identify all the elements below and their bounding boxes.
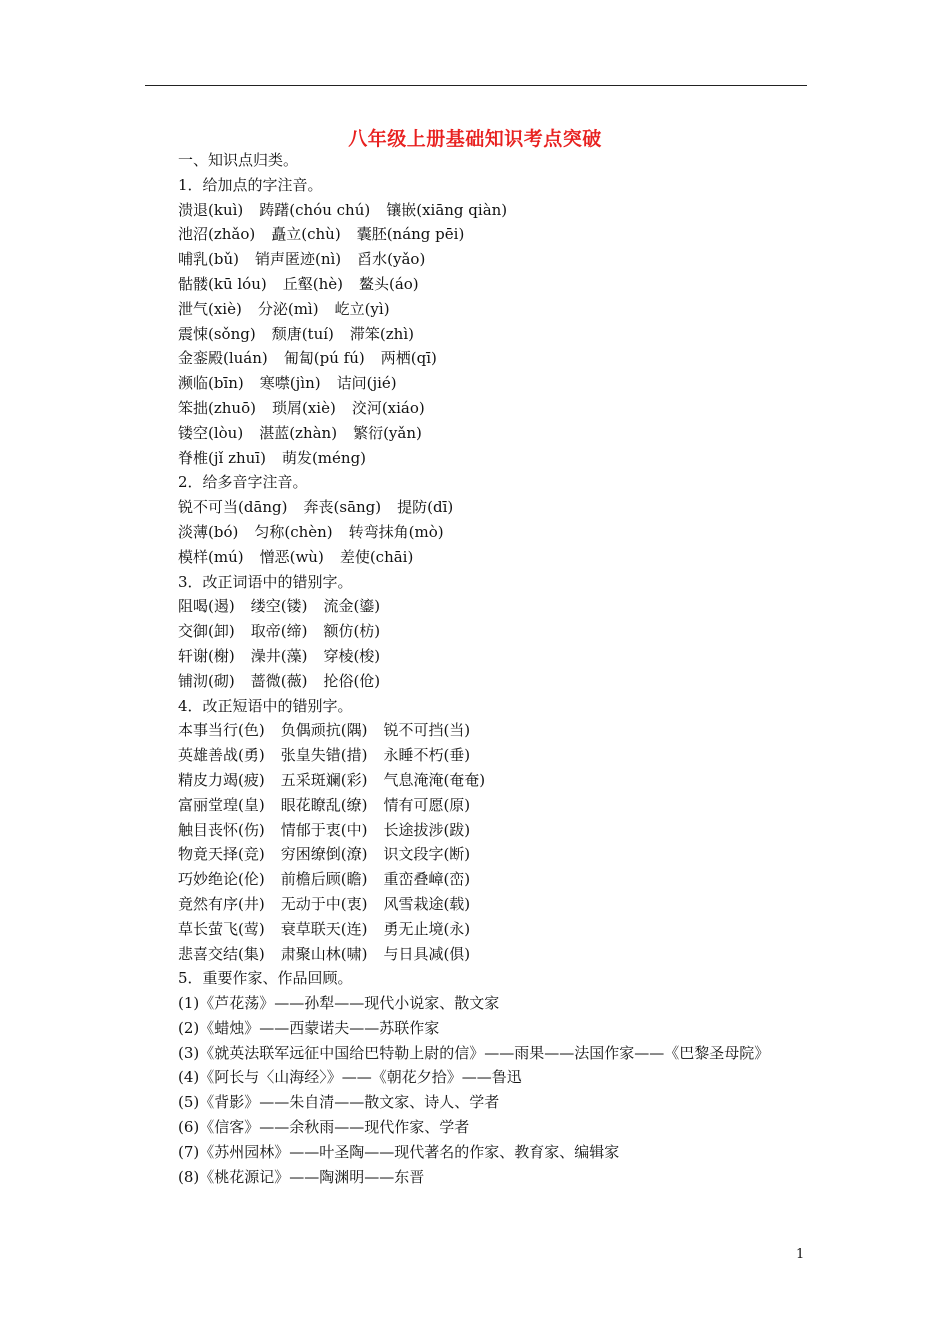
text-item: 锐不可当(dāng) [178,498,288,517]
text-item: 两栖(qī) [380,349,437,368]
text-item: 负偶顽抗(隅) [280,721,368,740]
text-item: 与日具减(俱) [383,944,471,963]
text-item: 舀水(yǎo) [357,250,426,269]
text-line [145,694,807,719]
text-line [145,1140,807,1165]
text-item: 脊椎(jǐ zhuī) [178,448,266,467]
text-item: 匍匐(pú fú) [283,349,365,368]
text-item: 洨河(xiáo) [351,398,425,417]
text-line [145,297,807,322]
text-item: 琐屑(xiè) [271,398,336,417]
text-item: 气息淹淹(奄奄) [383,770,486,789]
text-item: 取帝(缔) [250,622,308,641]
text-line [145,322,807,347]
text-item: (1)《芦花荡》——孙犁——现代小说家、散文家 [178,994,500,1013]
text-item: (5)《背影》——朱自清——散文家、诗人、学者 [178,1093,500,1112]
text-line [145,1041,807,1066]
text-item: 富丽堂瑝(皇) [178,795,265,814]
text-item: 穿棱(梭) [323,646,381,665]
text-item: 镂空(lòu) [178,423,244,442]
text-item: 矗立(chù) [271,225,341,244]
text-item: 颓唐(tuí) [271,324,334,343]
text-item: 骷髅(kū lóu) [178,274,267,293]
text-item: 缕空(镂) [250,597,308,616]
text-item: 泄气(xiè) [178,299,242,318]
text-line [145,917,807,942]
text-line [145,768,807,793]
text-item: 笨拙(zhuō) [178,398,256,417]
text-line [145,222,807,247]
text-item: 情有可愿(原) [383,795,471,814]
text-item: 3．改正词语中的错别字。 [178,572,353,591]
text-item: 张皇失错(措) [280,746,368,765]
text-line [145,346,807,371]
text-item: 长途拔涉(跋) [383,820,471,839]
text-item: 镶嵌(xiāng qiàn) [386,200,508,219]
text-item: 重峦叠嶂(峦) [383,870,471,889]
text-line [145,371,807,396]
text-line [145,396,807,421]
text-line [145,1016,807,1041]
text-line [145,842,807,867]
text-line [145,818,807,843]
text-line [145,892,807,917]
header-rule [145,85,807,86]
text-line [145,1090,807,1115]
text-item: 触目丧怀(伤) [178,820,265,839]
text-line [145,446,807,471]
text-item: 无动于中(衷) [280,894,368,913]
text-item: 情郁于衷(中) [280,820,368,839]
text-line [145,272,807,297]
text-item: 穷困缭倒(潦) [280,845,368,864]
text-line [145,570,807,595]
text-item: 肃聚山林(啸) [280,944,368,963]
text-line [145,793,807,818]
text-item: (7)《苏州园林》——叶圣陶——现代著名的作家、教育家、编辑家 [178,1142,620,1161]
text-item: 2．给多音字注音。 [178,473,308,492]
text-line [145,520,807,545]
text-item: 踌躇(chóu chú) [259,200,371,219]
text-item: 丘壑(hè) [282,274,343,293]
text-line [145,718,807,743]
text-line [145,1115,807,1140]
text-item: 悲喜交结(集) [178,944,265,963]
text-line [145,1065,807,1090]
text-item: 一、知识点归类。 [178,151,299,169]
text-line [145,148,807,173]
text-item: (8)《桃花源记》——陶渊明——东晋 [178,1167,425,1186]
document-body [145,148,807,1189]
text-item: 巧妙绝论(伦) [178,870,265,889]
text-item: 繁衍(yǎn) [353,423,422,442]
text-item: 英雄善战(勇) [178,746,265,765]
text-item: 永睡不朽(垂) [383,746,471,765]
text-item: 震悚(sǒng) [178,324,256,343]
text-item: 4．改正短语中的错别字。 [178,696,353,715]
text-item: 匀称(chèn) [254,522,333,541]
text-item: 提防(dī) [397,498,454,517]
text-item: 憎恶(wù) [259,547,324,566]
text-item: 五采斑斓(彩) [280,770,368,789]
text-item: 鳌头(áo) [358,274,419,293]
text-line [145,545,807,570]
text-item: 风雪栽途(载) [383,894,471,913]
text-line [145,1165,807,1190]
text-line [145,495,807,520]
text-item: 抡俗(伧) [323,671,381,690]
text-item: (2)《蜡烛》——西蒙诺夫——苏联作家 [178,1018,440,1037]
text-item: 溃退(kuì) [178,200,244,219]
text-item: 识文段字(断) [383,845,471,864]
text-line [145,644,807,669]
text-line [145,619,807,644]
text-item: 流金(鎏) [323,597,381,616]
text-item: 本事当行(色) [178,721,265,740]
text-item: (3)《就英法联军远征中国给巴特勒上尉的信》——雨果——法国作家——《巴黎圣母院》 [178,1043,770,1062]
text-item: 湛蓝(zhàn) [259,423,338,442]
text-line [145,198,807,223]
text-line [145,942,807,967]
text-line [145,594,807,619]
text-item: 澡井(藻) [250,646,308,665]
text-item: 寒噤(jìn) [259,374,321,393]
text-line [145,173,807,198]
text-item: 萌发(méng) [281,448,367,467]
text-line [145,966,807,991]
text-item: 池沼(zhǎo) [178,225,256,244]
text-item: 额仿(枋) [323,622,381,641]
text-item: 铺沏(砌) [178,671,235,690]
text-item: 锐不可挡(当) [383,721,471,740]
page-number: 1 [796,1247,805,1262]
text-item: 前檐后顾(瞻) [280,870,368,889]
text-line [145,743,807,768]
text-line [145,470,807,495]
text-item: 阻喝(遏) [178,597,235,616]
text-item: 勇无止境(永) [383,919,471,938]
text-item: 模样(mú) [178,547,244,566]
text-item: 5．重要作家、作品回顾。 [178,969,353,988]
text-line [145,669,807,694]
text-item: 精皮力竭(疲) [178,770,265,789]
text-item: 竟然有序(井) [178,894,265,913]
text-item: 轩谢(榭) [178,646,235,665]
text-line [145,867,807,892]
text-item: 诘问(jié) [336,374,397,393]
text-item: 1．给加点的字注音。 [178,175,323,194]
text-item: 草长萤飞(莺) [178,919,265,938]
text-item: 眼花瞭乱(缭) [280,795,368,814]
text-item: 哺乳(bǔ) [178,250,239,269]
text-item: 滞笨(zhì) [349,324,414,343]
text-item: (4)《阿长与〈山海经〉》——《朝花夕拾》——鲁迅 [178,1068,522,1087]
text-item: 衰草联天(连) [280,919,368,938]
text-item: 差使(chāi) [339,547,414,566]
text-item: 蔷微(薇) [250,671,308,690]
text-item: 交御(卸) [178,622,235,641]
text-item: 金銮殿(luán) [178,349,268,368]
text-item: 销声匿迹(nì) [254,250,342,269]
text-item: 奔丧(sāng) [303,498,382,517]
text-item: (6)《信客》——余秋雨——现代作家、学者 [178,1118,470,1137]
text-item: 物竟天择(竞) [178,845,265,864]
text-item: 囊胚(náng pēi) [356,225,465,244]
text-item: 濒临(bīn) [178,374,244,393]
text-line [145,421,807,446]
text-line [145,991,807,1016]
page-title: 八年级上册基础知识考点突破 [348,128,602,150]
text-line [145,247,807,272]
text-item: 屹立(yì) [334,299,390,318]
text-item: 淡薄(bó) [178,522,239,541]
text-item: 转弯抹角(mò) [348,522,444,541]
text-item: 分泌(mì) [257,299,319,318]
